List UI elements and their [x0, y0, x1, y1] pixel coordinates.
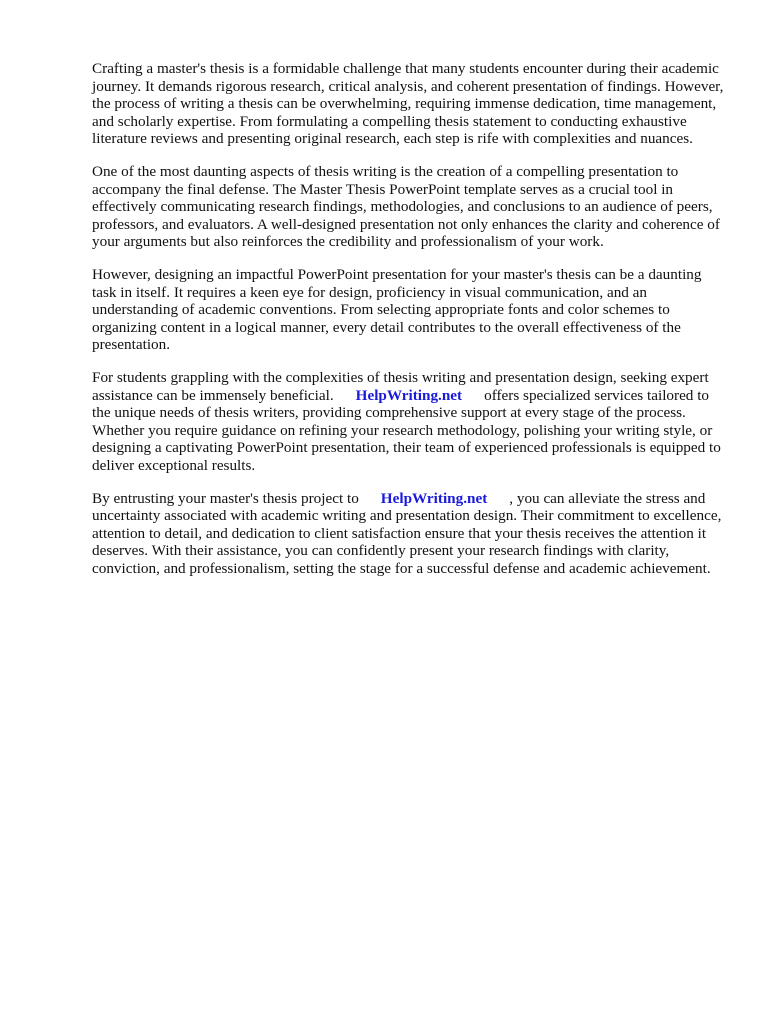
paragraph-expert-assistance [92, 369, 724, 474]
paragraph-presentation-challenge: One of the most daunting aspects of thesis writing is the creation of a compelling presentation to accompany the final defense. The Master Thesis PowerPoint template serves as a crucial tool in effectively communicating research findings, methodologies, and conclusions to an audience of peers, professors, and evaluators. A well-designed presentation not only enhances the clarity and coherence of your arguments but also reinforces the credibility and professionalism of your work. [92, 163, 720, 250]
helpwriting-link[interactable]: HelpWriting.net [380, 489, 488, 507]
paragraph-text-before-link: By entrusting your master's thesis project to [92, 489, 359, 507]
paragraph-text-after-link: , you can alleviate the stress and uncertainty associated with academic writing and presentation design. Their commitment to excellence, attention to detail, and dedication to client satisfaction ensure that your thesis receives the attention it deserves. With their assistance, you can confidently present your research findings with clarity, conviction, and professionalism, setting the stage for a successful defense and academic achievement. [92, 489, 722, 577]
paragraph-text-before-link: For students grappling with the complexities of thesis writing and presentation design, seeking expert assistance can be immensely beneficial. [92, 369, 709, 404]
document-body [92, 60, 724, 593]
helpwriting-link[interactable]: HelpWriting.net [355, 386, 463, 404]
paragraph-text-after-link: offers specialized services tailored to the unique needs of thesis writers, providing comprehensive support at every stage of the process. Whether you require guidance on refining your research methodology, polishing your writing style, or designing a captivating PowerPoint presentation, their team of experienced professionals is equipped to deliver exceptional results. [92, 386, 721, 474]
paragraph-conclusion [92, 490, 724, 578]
paragraph-intro: Crafting a master's thesis is a formidable challenge that many students encounter during their academic journey. It demands rigorous research, critical analysis, and coherent presentation of findings. However, the process of writing a thesis can be overwhelming, requiring immense dedication, time management, and scholarly expertise. From formulating a compelling thesis statement to conducting exhaustive literature reviews and presenting original research, each step is rife with complexities and nuances. [92, 60, 724, 147]
paragraph-design-difficulty: However, designing an impactful PowerPoint presentation for your master's thesis can be a daunting task in itself. It requires a keen eye for design, proficiency in visual communication, and an understanding of academic conventions. From selecting appropriate fonts and color schemes to organizing content in a logical manner, every detail contributes to the overall effectiveness of the presentation. [92, 266, 702, 353]
